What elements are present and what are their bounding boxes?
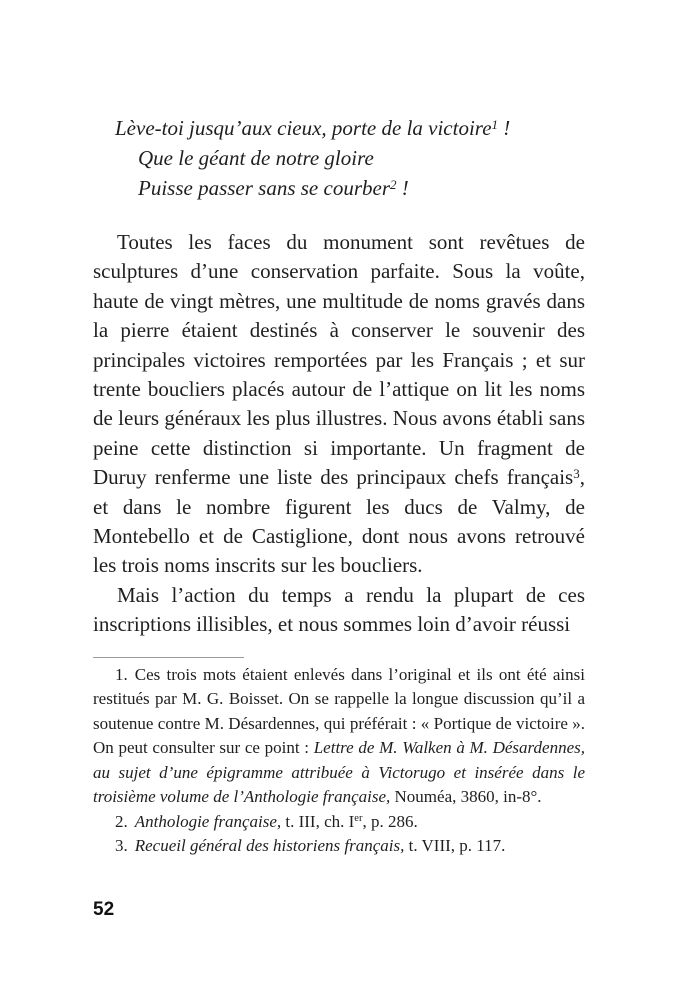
text-segment: , p. 286. (362, 811, 418, 831)
text-segment: , et dans le nombre figurent les ducs de Valmy, de Montebello et de Castiglione, dont nous avons retrouvé les trois noms inscrits sur les boucliers. (93, 465, 585, 578)
text-segment: 1. (115, 664, 128, 684)
body-paragraph (93, 581, 585, 640)
text-segment: ! (498, 116, 511, 140)
text-segment: Nouméa, 3860, in-8°. (390, 787, 542, 807)
text-segment: 2. (115, 811, 128, 831)
text-segment: t. VIII, p. 117. (404, 836, 506, 856)
text-segment: Toutes les faces du monument sont revêtues de sculptures d’une conservation parfaite. Sous la voûte, haute de vingt mètres, une multitude de noms gravés dans la pierre étaient destinés à conserver le souvenir des principales victoires remportées par les Français ; et sur trente boucliers placés autour de l’attique on lit les noms de leurs généraux les plus illustres. Nous avons établi sans peine cette distinction si importante. Un fragment de Duruy renferme une liste des principaux chefs français (93, 230, 585, 490)
superscript-reference: 1 (491, 116, 499, 132)
text-segment: Puisse passer sans se courber (138, 176, 390, 200)
verse-line (93, 143, 585, 173)
superscript-reference: 2 (390, 176, 397, 192)
text-segment: Lève-toi jusqu’aux cieux, porte de la victoire (115, 116, 492, 140)
text-segment: Ces trois mots étaient enlevés dans l’original et ils ont été ainsi restitués par M. G. Boisset. On se rappelle la longue discussion qu’il a soutenue contre M. Désardennes, qui préférait : « Portique de victoire ». On peut consulter sur ce point : (93, 664, 585, 758)
text-segment: ! (396, 176, 409, 200)
text-segment: Recueil général des historiens français, (134, 836, 405, 856)
text-segment: Anthologie française, (134, 811, 282, 831)
page-content (93, 0, 585, 859)
superscript-reference: 3 (573, 465, 580, 481)
text-segment: Lettre de M. Walken à M. Désardennes, au sujet d’une épigramme attribuée à Victorugo et insérée dans le troisième volume de l’Anthologie française, (93, 738, 585, 807)
superscript-reference: er (354, 813, 363, 825)
body-paragraph (93, 228, 585, 581)
text-segment: 3. (115, 836, 128, 856)
verse-line (93, 113, 585, 143)
footnote-item (93, 810, 585, 835)
footnote-item (93, 834, 585, 859)
page-number: 52 (93, 899, 115, 920)
text-segment: Mais l’action du temps a rendu la plupart de ces inscriptions illisibles, et nous sommes loin d’avoir réussi (93, 582, 585, 637)
verse-line (93, 173, 585, 203)
text-segment: t. III, ch. I (281, 811, 355, 831)
body-text (93, 228, 585, 640)
text-segment: Que le géant de notre gloire (138, 146, 374, 170)
footnote-separator-rule (93, 657, 244, 658)
footnote-item (93, 663, 585, 810)
footnotes-block (93, 663, 585, 859)
verse-block (93, 113, 585, 203)
